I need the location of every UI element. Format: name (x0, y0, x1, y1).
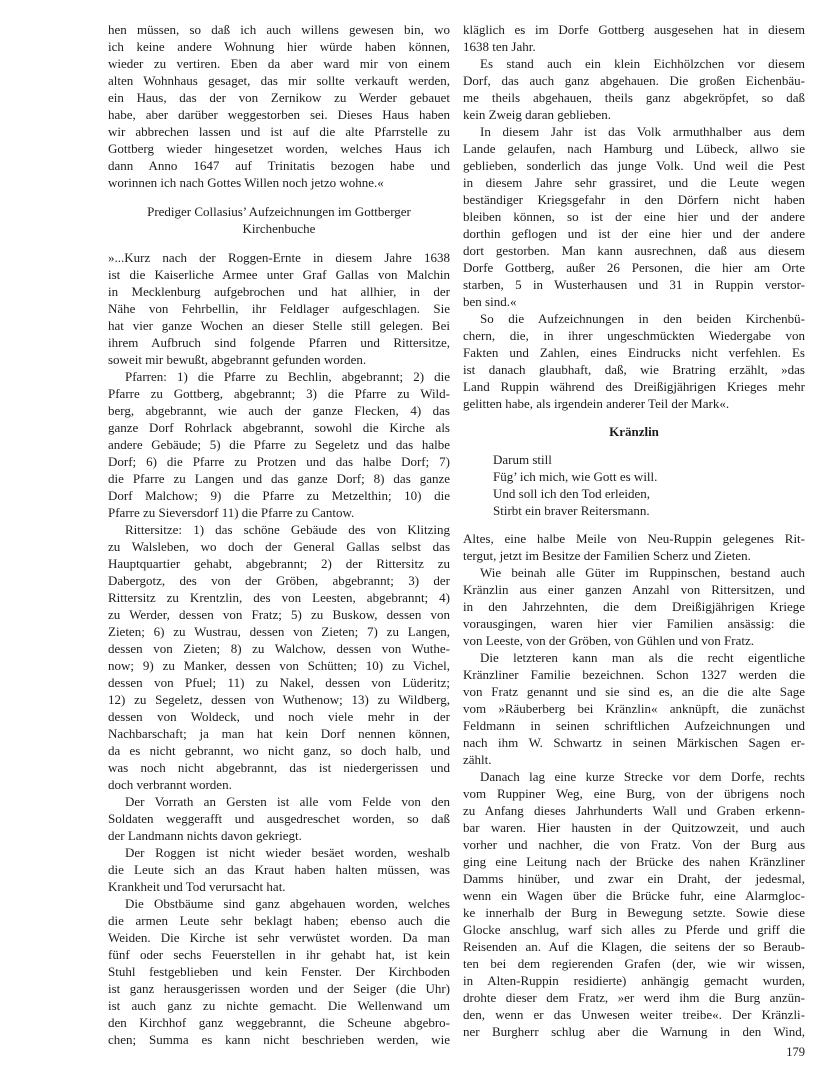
text-line: da es nicht gebrannt, wo nicht ganz, so doch halb, und (108, 743, 450, 758)
text-line: Kränzlin aus einer ganzen Anzahl von Rittersitzen, und (463, 582, 805, 597)
text-line: kläglich es im Dorfe Gottberg ausgesehen hat in diesem (463, 22, 805, 37)
text-line: »...Kurz nach der Roggen-Ernte in diesem Jahre 1638 (108, 250, 450, 265)
text-line: Glocke anschlug, warf sich alles zu Pferde und griff die (463, 922, 805, 937)
page-number: 179 (786, 1045, 805, 1059)
paragraph (108, 793, 450, 844)
text-line: den, wenn er das Unwesen weiter treibe«. Der Kränzli- (463, 1007, 805, 1022)
right-text-column (463, 21, 805, 1061)
text-line: 12) zu Segeletz, dessen von Wuthenow; 13) zu Wildberg, (108, 692, 450, 707)
text-line: bar waren. Hier hausten in der Quitzowzeit, und auch (463, 820, 805, 835)
text-line: Kirchenbuche (242, 221, 316, 236)
paragraph (108, 21, 450, 191)
text-line: berg, abgebrannt, wie auch der ganze Flecken, 4) das (108, 403, 450, 418)
text-line: zählt. (463, 752, 492, 767)
text-line: 1638 ten Jahr. (463, 39, 536, 54)
text-line: Lande gelaufen, nach Hamburg und Lübeck, allwo sie (463, 141, 805, 156)
text-line: Der Vorrath an Gersten ist alle vom Felde von den (125, 794, 450, 809)
text-line: Die Obstbäume sind ganz abgehauen worden, welches (125, 896, 450, 911)
text-line: Fakten und Zahlen, eines Eindrucks nicht verfehlen. Es (463, 345, 805, 360)
text-line: dessen von Zieten; 8) zu Walchow, dessen von Wuthe- (108, 641, 450, 656)
text-line: wieder zu vertiren. Eben da aber ward mir von einem (108, 56, 450, 71)
text-line: me theils abgehauen, theils ganz abgekröpfet, so daß (463, 90, 805, 105)
text-line: ner Burgherr schlug aber die Warnung in den Wind, (463, 1024, 805, 1039)
paragraph (463, 123, 805, 310)
text-line: Altes, eine halbe Meile von Neu-Ruppin gelegenes Rit- (463, 531, 805, 546)
text-line: soweit mir bewußt, abgebrannt gefunden worden. (108, 352, 367, 367)
text-line: dort gestorben. Man kann ausrechnen, daß aus diesem (463, 243, 805, 258)
text-line: Pfarre zu Sieversdorf 11) die Pfarre zu Cantow. (108, 505, 355, 520)
text-line: Dorfe Gottberg, außer 26 Personen, die hier am Orte (463, 260, 805, 275)
text-line: andere Gebäude; 5) die Pfarre zu Segeletz und das halbe (108, 437, 450, 452)
text-line: Dabergotz, des von der Gröben, abgebrannt; 3) der (108, 573, 450, 588)
text-line: Füg’ ich mich, wie Gott es will. (493, 469, 658, 484)
text-line: dann Anno 1647 auf Trinitatis bezogen habe und (108, 158, 450, 173)
text-line: Kränzliner Familie bezeichnen. Schon 1327 werden die (463, 667, 805, 682)
text-line: zu Walsleben, wo doch der General Gallas selbst das (108, 539, 450, 554)
paragraph (463, 768, 805, 1040)
text-line: starben, 5 in Wusterhausen und 31 in Ruppin verstor- (463, 277, 805, 292)
text-line: Stirbt ein braver Reitersmann. (493, 503, 650, 518)
text-line: wenn ein Wagen über die Brücke fuhr, eine Alarmgloc- (463, 888, 805, 903)
text-line: ihrem Aufbruch sind folgende Pfarren und Rittersitze, (108, 335, 450, 350)
text-line: Darum still (493, 452, 552, 467)
paragraph (108, 249, 450, 368)
left-text-column (108, 21, 450, 1048)
text-line: Land Ruppin während des Dreißigjährigen Krieges mehr (463, 379, 805, 394)
text-line: Es stand auch ein klein Eichhölzchen vor diesem (480, 56, 805, 71)
text-line: beständiger Kriegsgefahr in den Dörfern nicht haben (463, 192, 805, 207)
text-line: Feldmann in seinen schriftlichen Aufzeichnungen und (463, 718, 805, 733)
text-line: Stuhl festgeblieben und kein Fenster. Der Kirchboden (108, 964, 450, 979)
text-line: Nachbarschaft; ja man hat kein Dorf nennen können, (108, 726, 450, 741)
paragraph (463, 55, 805, 123)
text-line: von Leeste, von der Gröben, von Gühlen und von Fratz. (463, 633, 754, 648)
text-line: geblieben, sonderlich das junge Volk. Und weil die Pest (463, 158, 805, 173)
text-line: In diesem Jahr ist das Volk armuthhalber aus dem (480, 124, 805, 139)
text-line: vorausgingen, waren hier vier Familien ansässig: die (463, 616, 805, 631)
text-line: ke innerhalb der Burg in Bewegung setzte. Sowie diese (463, 905, 805, 920)
text-line: die Leute sich an das Kraut haben halten müssen, was (108, 862, 450, 877)
text-line: hen müssen, so daß ich auch willens gewesen bin, wo (108, 22, 450, 37)
text-line: ich keine andere Wohnung hier würde haben können, (108, 39, 450, 54)
text-line: der Landmann nichts davon gekriegt. (108, 828, 302, 843)
text-line: Der Roggen ist nicht wieder besäet worden, weshalb (125, 845, 450, 860)
section-heading (108, 203, 450, 237)
text-line: Rittersitze: 1) das schöne Gebäude des von Klitzing (125, 522, 450, 537)
text-line: in den Jahrzehnten, die dem Dreißigjährigen Kriege (463, 599, 805, 614)
paragraph (463, 530, 805, 564)
paragraph (108, 368, 450, 521)
text-line: in Mecklenburg aufgebrochen und hat allhier, in der (108, 284, 450, 299)
text-line: bleiben können, so ist der eine hier und der andere (463, 209, 805, 224)
text-line: Reisenden an. Auf die Klagen, die seitens der so Beraub- (463, 939, 805, 954)
text-line: chern, die, in ihrer ungeschmückten Wiedergabe von (463, 328, 805, 343)
text-line: hat vier ganze Wochen an dieser Stelle still gelegen. Bei (108, 318, 450, 333)
text-line: in diesem Jahre sehr grassiret, und die Leute wegen (463, 175, 805, 190)
text-line: ganze Dorf Rohrlack abgebrannt, sowohl die Kirche als (108, 420, 450, 435)
text-line: Gottberg wieder hingesetzet worden, welches Haus ich (108, 141, 450, 156)
text-line: alten Wohnhaus gesaget, das mir sollte verkauft werden, (108, 73, 450, 88)
text-line: gelitten habe, als irgendein anderer Teil der Mark«. (463, 396, 730, 411)
text-line: von Fratz genannt und sie sind es, an die die alte Sage (463, 684, 805, 699)
text-line: dessen von Woldeck, und noch viele mehr in der (108, 709, 450, 724)
text-line: fünf oder sechs Feuerstellen in ihr gehabt hat, ist kein (108, 947, 450, 962)
text-line: doch verbrannt worden. (108, 777, 232, 792)
text-line: kein Zweig daran geblieben. (463, 107, 611, 122)
text-line: Rittersitz zu Krentzlin, des von Leesten, abgebrannt; 4) (108, 590, 450, 605)
text-line: Dorf, das auch ganz abgehauen. Die großen Eichenbäu- (463, 73, 805, 88)
text-line: worinnen ich nach Gottes Willen noch jetzo wohne.« (108, 175, 384, 190)
text-line: Krankheit und Tod verursacht hat. (108, 879, 286, 894)
text-line: ein Haus, das der von Zernikow zu Werder gebauet (108, 90, 450, 105)
text-line: Wie beinah alle Güter im Ruppinschen, bestand auch (480, 565, 805, 580)
text-line: chen; Summa es kann nicht beschrieben werden, wie (108, 1032, 450, 1047)
text-line: now; 9) zu Manker, dessen von Schütten; 10) zu Vichel, (108, 658, 450, 673)
text-line: zu Werder, dessen von Fratz; 5) zu Buskow, dessen von (108, 607, 450, 622)
text-line: Zieten; 6) zu Wustrau, dessen von Zieten; 7) zu Langen, (108, 624, 450, 639)
paragraph (463, 649, 805, 768)
text-line: Die letzteren kann man als die recht eigentliche (480, 650, 805, 665)
text-line: dorthin geflogen und ist der eine hier und der andere (463, 226, 805, 241)
text-line: Weiden. Die Kirche ist sehr verwüstet worden. Da man (108, 930, 450, 945)
text-line: ist danach glaubhaft, daß, wie Bratring erzählt, »das (463, 362, 805, 377)
paragraph (463, 21, 805, 55)
text-line: den Kirchhof ganz weggebrannt, die Scheune abgebro- (108, 1015, 450, 1030)
text-line: nach ihm W. Schwartz in seinen Märkischen Sagen er- (463, 735, 805, 750)
paragraph (108, 844, 450, 895)
text-line: Und soll ich den Tod erleiden, (493, 486, 650, 501)
poem-quote (463, 451, 805, 519)
text-line: vom Ruppiner Weg, eine Burg, von der übrigens noch (463, 786, 805, 801)
text-line: vorher und nachher, die von Fratz. Von der Burg aus (463, 837, 805, 852)
text-line: was noch nicht abgebrannt, das ist niedergerissen und (108, 760, 450, 775)
text-line: Pfarre zu Gottberg, abgebrannt; 3) die Pfarre zu Wild- (108, 386, 450, 401)
text-line: dessen von Pfuel; 11) zu Nakel, dessen von Lüderitz; (108, 675, 450, 690)
text-line: Dorf Malchow; 9) die Pfarre zu Metzelthin; 10) die (108, 488, 450, 503)
text-line: Kränzlin (609, 424, 659, 439)
text-line: ist die Kaiserliche Armee unter Graf Gallas von Malchin (108, 267, 450, 282)
text-line: Soldaten weggerafft und ausgedreschet worden, so daß (108, 811, 450, 826)
text-line: ist auch ganz zu nichte gemacht. Die Wellenwand um (108, 998, 450, 1013)
text-line: ben sind.« (463, 294, 517, 309)
text-line: tergut, jetzt im Besitze der Familien Scherz und Zieten. (463, 548, 751, 563)
text-line: die Pfarre zu Langen und das ganze Dorf; 8) das ganze (108, 471, 450, 486)
text-line: Nähe von Fehrbellin, ihr Feldlager aufgeschlagen. Sie (108, 301, 450, 316)
text-line: ging eine Leitung nach der Brücke des nahen Kränzliner (463, 854, 805, 869)
chapter-heading (463, 423, 805, 440)
text-line: wir abbrechen lassen und ist auf die alte Pfarrstelle zu (108, 124, 450, 139)
text-line: So die Aufzeichnungen in den beiden Kirchenbü- (480, 311, 805, 326)
text-line: Dorf; 6) die Pfarre zu Protzen und das halbe Dorf; 7) (108, 454, 450, 469)
text-line: Damms hinüber, und zwar ein Draht, der jedesmal, (463, 871, 805, 886)
text-line: ist ganz herausgerissen worden und der Seiger (die Uhr) (108, 981, 450, 996)
text-line: Hauptquartier gehabt, abgebrannt; 2) der Rittersitz zu (108, 556, 450, 571)
text-line: habe, aber darüber weggestorben sei. Dieses Haus haben (108, 107, 450, 122)
text-line: ten bei dem regierenden Grafen (der, wie wir wissen, (463, 956, 805, 971)
text-line: in Alten-Ruppin residierte) anhängig gemacht wurden, (463, 973, 805, 988)
text-line: drohte dieser dem Fratz, »er werd ihm die Burg anzün- (463, 990, 805, 1005)
text-line: vom »Räuberberg bei Kränzlin« anknüpft, die zunächst (463, 701, 805, 716)
paragraph (463, 564, 805, 649)
text-line: zu Anfang dieses Jahrhunderts Wall und Graben erkenn- (463, 803, 805, 818)
paragraph (108, 521, 450, 793)
text-line: Pfarren: 1) die Pfarre zu Bechlin, abgebrannt; 2) die (125, 369, 450, 384)
paragraph (108, 895, 450, 1048)
text-line: die armen Leute sehr beklagt haben; ebenso auch die (108, 913, 450, 928)
text-line: Prediger Collasius’ Aufzeichnungen im Gottberger (147, 204, 411, 219)
text-line: Danach lag eine kurze Strecke vor dem Dorfe, rechts (480, 769, 805, 784)
paragraph (463, 310, 805, 412)
